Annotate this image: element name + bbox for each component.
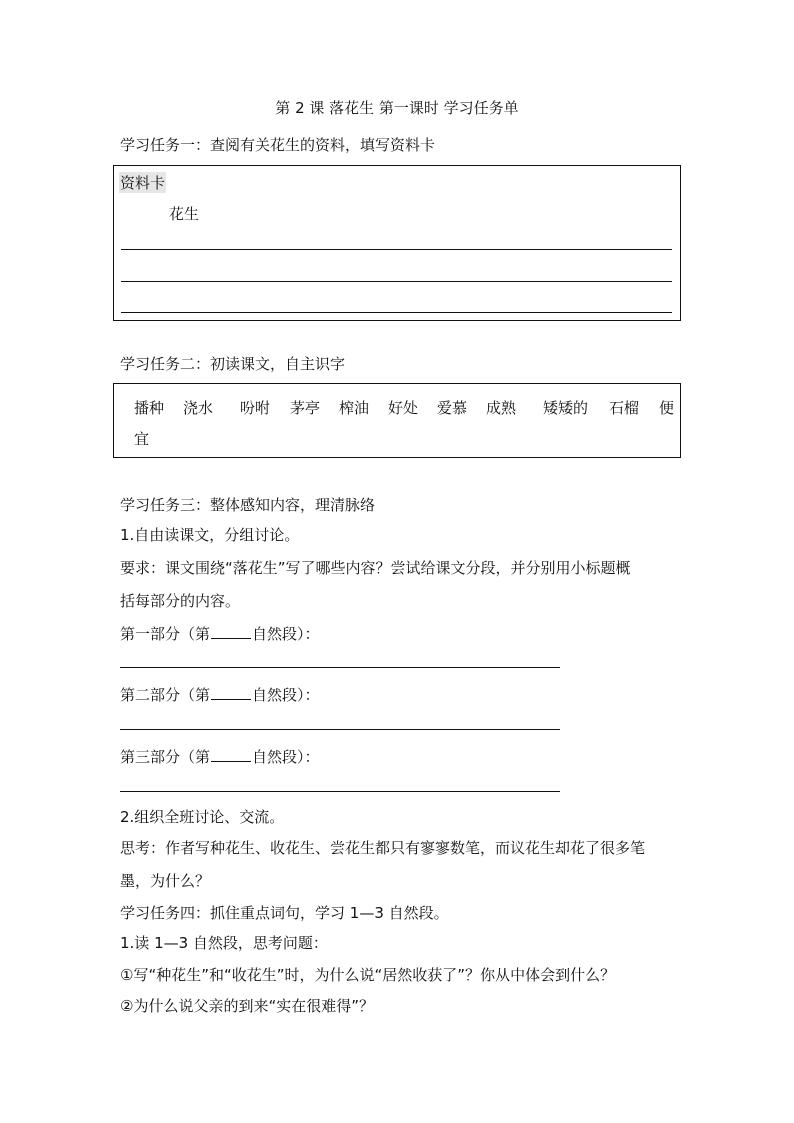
info-card-label: 资料卡 [120,174,166,192]
task4-step1: 1.读 1—3 自然段，思考问题： [120,934,328,952]
info-card-write-line[interactable] [121,281,672,282]
part-three-answer-line[interactable] [120,791,560,792]
info-card [113,165,681,321]
word-item: 播种 [134,399,165,417]
word-item: 好处 [388,399,419,417]
word-item: 榨油 [339,399,370,417]
part-three-label: 第三部分（第 自然段）： [120,748,320,766]
part-one-label: 第一部分（第 自然段）： [120,625,320,643]
word-item: 茅亭 [290,399,321,417]
info-card-subject: 花生 [169,205,200,223]
part-two-label: 第二部分（第 自然段）： [120,686,320,704]
part-one-answer-line[interactable] [120,667,560,668]
paragraph-blank[interactable] [211,624,251,639]
part-two-answer-line[interactable] [120,729,560,730]
info-card-write-line[interactable] [121,312,672,313]
task3-step2: 2.组织全班讨论、交流。 [120,808,285,826]
word-item: 石榴 [609,399,640,417]
task3-requirement-cont: 括每部分的内容。 [120,592,241,610]
info-card-write-line[interactable] [121,249,672,250]
paragraph-blank[interactable] [211,747,251,762]
word-item: 吩咐 [240,399,271,417]
word-item: 爱慕 [437,399,468,417]
task3-step1: 1.自由读课文，分组讨论。 [120,526,300,544]
task2-heading: 学习任务二：初读课文，自主识字 [120,355,346,373]
paragraph-blank[interactable] [211,685,251,700]
task4-heading: 学习任务四：抓住重点词句，学习 1—3 自然段。 [120,904,449,922]
word-item: 矮矮的 [543,399,589,417]
word-item: 浇水 [183,399,214,417]
task3-heading: 学习任务三：整体感知内容，理清脉络 [120,496,376,514]
task3-think: 思考：作者写种花生、收花生、尝花生都只有寥寥数笔，而议花生却花了很多笔 [120,839,646,857]
task4-question-2: ②为什么说父亲的到来“实在很难得”？ [120,997,374,1015]
word-item: 便 [659,399,675,417]
word-item-wrap: 宜 [134,430,150,448]
page-title: 第 2 课 落花生 第一课时 学习任务单 [275,99,519,117]
word-box [113,383,681,458]
word-item: 成熟 [486,399,517,417]
task4-question-1: ①写“种花生”和“收花生”时，为什么说“居然收获了”？你从中体会到什么？ [120,966,616,984]
task3-think-cont: 墨，为什么？ [120,872,211,890]
task3-requirement: 要求：课文围绕“落花生”写了哪些内容？尝试给课文分段，并分别用小标题概 [120,559,631,577]
task1-heading: 学习任务一：查阅有关花生的资料，填写资料卡 [120,136,436,154]
